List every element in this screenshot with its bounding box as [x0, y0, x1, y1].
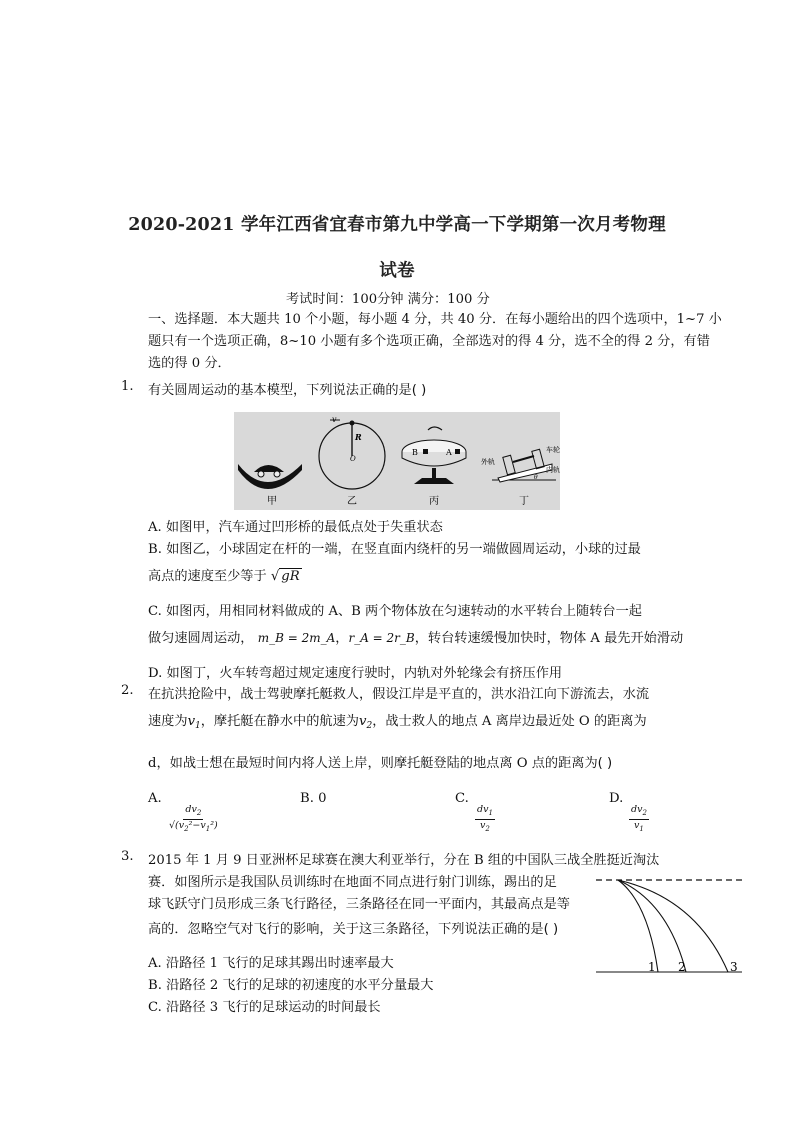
path-label-2: 2 [678, 960, 686, 974]
exam-info: 考试时间：100分钟 满分：100 分 [286, 292, 490, 307]
q1-stem [148, 379, 426, 398]
section-instruction-1: 一、选择题．本大题共 10 个小题，每小题 4 分，共 40 分．在每小题给出的四个选项中，1~7 小 [148, 312, 722, 327]
path-2 [618, 880, 686, 972]
q1-number: 1. [121, 379, 134, 394]
label-outer-rail: 外轨 [481, 458, 495, 466]
q1-option-b-line2 [148, 565, 302, 584]
math-radius-relation: r_A = 2r_B [348, 631, 415, 645]
q3-option-c: C. 沿路径 3 飞行的足球运动的时间最长 [148, 1000, 381, 1015]
q2-option-c-frac: $\frac{dv_1}{v_2}$ [477, 804, 493, 833]
q3-line4-text: 高的．忽略空气对飞行的影响，关于这三条路径，下列说法正确的是 [148, 922, 544, 937]
label-B: B [412, 448, 418, 457]
label-yi: 乙 [347, 496, 357, 507]
label-A: A [446, 448, 452, 457]
turntable-base [414, 478, 454, 484]
q1-paren: ( ) [411, 383, 427, 398]
q1-option-c-text-a: 做匀速圆周运动， [148, 631, 254, 646]
q1-option-c-line2: 做匀速圆周运动， m_B = 2m_A，r_A = 2r_B，转台转速缓慢加快时，物体 A 最先开始滑动 [148, 631, 684, 646]
q2-option-a-label: A. [148, 791, 162, 806]
q2-line2-a: 速度为 [148, 714, 188, 729]
q3-option-b: B. 沿路径 2 飞行的足球的初速度的水平分量最大 [148, 978, 434, 993]
rotation-arrow-icon [428, 427, 442, 430]
q2-option-a-frac: $\frac{dv_2}{√(v_2^2-v_1^2)}$ [169, 804, 218, 833]
q1-option-b-line1: B. 如图乙，小球固定在杆的一端，在竖直面内绕杆的另一端做圆周运动，小球的过最 [148, 542, 641, 557]
page-title-cont: 试卷 [379, 261, 415, 281]
car-wheel-right [274, 471, 280, 477]
q1-figure-svg [234, 412, 560, 510]
ball-icon [350, 421, 355, 426]
q2-number: 2. [121, 683, 134, 698]
v1-symbol: v [187, 714, 196, 729]
label-wheel: 车轮 [546, 446, 560, 454]
section-instruction-3: 选的得 0 分． [148, 356, 231, 371]
q1-option-d: D. 如图丁，火车转弯超过规定速度行驶时，内轨对外轮缘会有挤压作用 [148, 666, 563, 681]
label-v: v [332, 415, 337, 424]
label-O: O [350, 455, 356, 463]
math-v1: $v_1$ [187, 714, 201, 731]
q1-option-a: A. 如图甲，汽车通过凹形桥的最低点处于失重状态 [148, 520, 443, 535]
page-title: 2020-2021 学年江西省宜春市第九中学高一下学期第一次月考物理 [128, 215, 666, 235]
q2-line2-c: ，战士救人的地点 A 离岸边最近处 O 的距离为 [372, 714, 647, 729]
q1-option-b-text: 高点的速度至少等于 [148, 569, 267, 584]
q1-stem-text: 有关圆周运动的基本模型，下列说法正确的是 [148, 383, 412, 398]
math-mass-relation: m_B = 2m_A [257, 631, 336, 645]
inner-wheel [532, 449, 544, 468]
label-inner-rail: 内轨 [546, 466, 560, 474]
q2-line3 [148, 752, 612, 771]
label-bing: 丙 [429, 496, 439, 507]
q1-option-c-line1: C. 如图丙，用相同材料做成的 A、B 两个物体放在匀速转动的水平转台上随转台一起 [148, 604, 642, 619]
q3-trajectory-figure [596, 872, 744, 978]
block-B [423, 449, 428, 454]
path-label-1: 1 [648, 960, 656, 974]
car-icon [254, 465, 284, 472]
q2-line2-b: ，摩托艇在静水中的航速为 [200, 714, 359, 729]
q2-option-b: B. 0 [300, 791, 327, 806]
q3-line3: 球飞跃守门员形成三条飞行路径，三条路径在同一平面内，其最高点是等 [148, 897, 570, 912]
q3-trajectory-svg [596, 872, 744, 978]
path-3 [618, 880, 728, 972]
q3-line2: 赛．如图所示是我国队员训练时在地面不同点进行射门训练，踢出的足 [148, 875, 557, 890]
q3-line4 [148, 918, 558, 937]
q1-figure [234, 412, 560, 510]
label-R: R [355, 432, 362, 442]
q2-option-d-label: D. [609, 791, 624, 806]
label-theta: θ [534, 474, 538, 481]
path-label-3: 3 [730, 960, 738, 974]
sqrt-gR: √ gR [270, 569, 300, 584]
label-jia: 甲 [267, 496, 277, 507]
q3-line1: 2015 年 1 月 9 日亚洲杯足球赛在澳大利亚举行，分在 B 组的中国队三战全胜挺近淘汰 [148, 853, 660, 868]
q1-option-c-text-b: ，转台转速缓慢加快时，物体 A 最先开始滑动 [414, 631, 684, 646]
q2-line1: 在抗洪抢险中，战士驾驶摩托艇救人，假设江岸是平直的，洪水沿江向下游流去，水流 [148, 687, 650, 702]
car-wheel-left [258, 471, 264, 477]
q3-number: 3. [121, 849, 134, 864]
q3-paren: ( ) [543, 922, 559, 937]
q2-option-c-label: C. [455, 791, 469, 806]
q3-option-a: A. 沿路径 1 飞行的足球其踢出时速率最大 [148, 956, 394, 971]
section-instruction-2: 题只有一个选项正确，8~10 小题有多个选项正确，全部选对的得 4 分，选不全的得 2 分，有错 [148, 334, 710, 349]
math-v2: $v_2$ [359, 714, 373, 731]
q2-paren: ( ) [597, 756, 613, 771]
axle-line [513, 456, 534, 462]
outer-wheel [503, 455, 515, 474]
block-A [455, 449, 460, 454]
q2-line2 [148, 710, 647, 731]
v2-symbol: v [359, 714, 367, 729]
label-ding: 丁 [519, 496, 529, 507]
path-1 [618, 880, 658, 972]
q2-line3-text: d，如战士想在最短时间内将人送上岸，则摩托艇登陆的地点离 O 点的距离为 [148, 756, 598, 771]
q2-option-d-frac: $\frac{dv_2}{v_1}$ [631, 804, 647, 833]
